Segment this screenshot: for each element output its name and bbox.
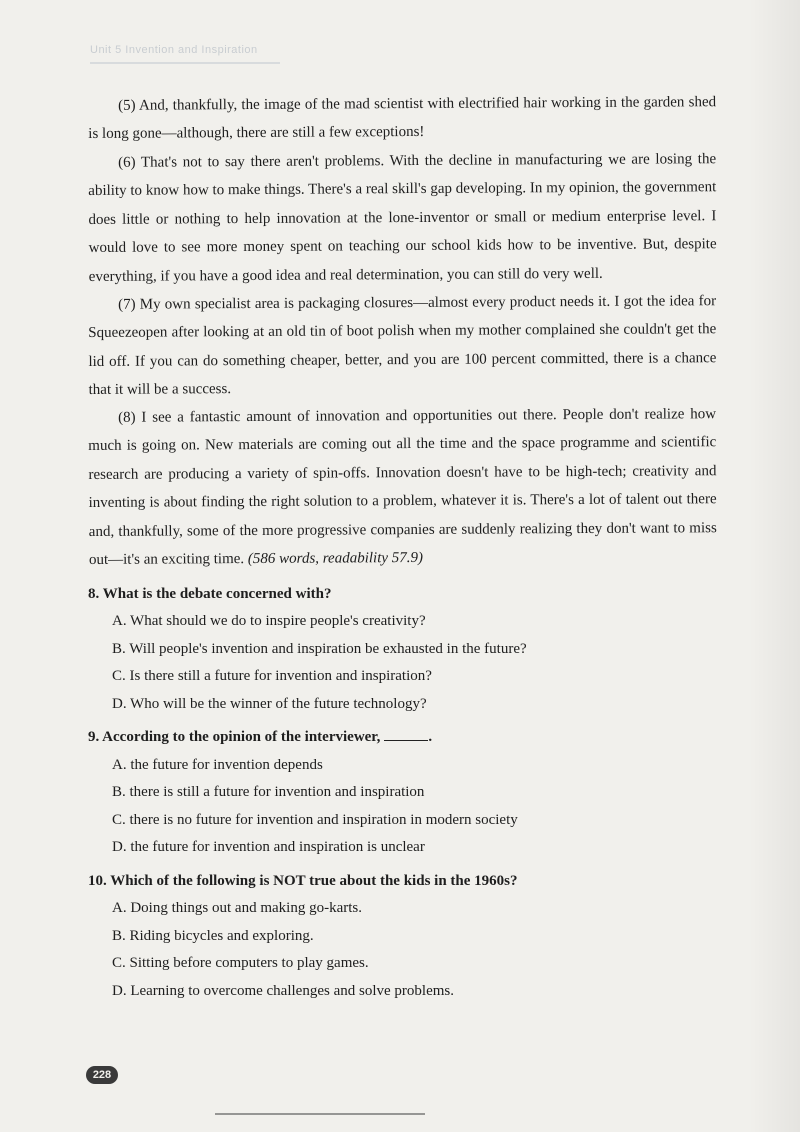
question-title: [88, 581, 716, 609]
passage-paragraph: [88, 287, 717, 404]
answer-option[interactable]: B. Will people's invention and inspiration be exhausted in the future?: [112, 640, 527, 657]
blank-punctuation: .: [428, 729, 433, 746]
answer-option[interactable]: D. Learning to overcome challenges and solve problems.: [112, 982, 454, 999]
answer-option[interactable]: B. there is still a future for invention and inspiration: [112, 784, 425, 801]
running-header: Unit 5 Invention and Inspiration: [90, 44, 258, 56]
answer-option[interactable]: C. Sitting before computers to play games.: [112, 955, 369, 972]
bottom-rule: [215, 1113, 425, 1115]
passage-paragraph: [88, 145, 717, 291]
answer-option[interactable]: C. Is there still a future for invention and inspiration?: [112, 668, 432, 685]
question-title: [88, 868, 716, 896]
answer-option[interactable]: A. What should we do to inspire people's creativity?: [112, 613, 426, 630]
passage-paragraph: [88, 88, 716, 149]
question: [88, 724, 716, 862]
answer-option[interactable]: D. the future for invention and inspiration is unclear: [112, 839, 425, 856]
question-text: 8. What is the debate concerned with?: [88, 585, 332, 602]
paragraph-text: (7) My own specialist area is packaging closures—almost every product needs it. I got the idea for Squeezeopen after looking at an old tin of boot polish when my mother complained she couldn't get the lid off. If you can do something cheaper, better, and you are 100 percent committed, there is a chance that it will be a success.: [88, 293, 717, 399]
question-text: 9. According to the opinion of the interviewer,: [88, 729, 381, 746]
question-list: [88, 581, 716, 1006]
paragraph-text: (6) That's not to say there aren't problems. With the decline in manufacturing we are losing the ability to know how to make things. There's a real skill's gap developing. In my opinion, the government does little or nothing to help innovation at the lone-inventor or small or medium enterprise level. I would love to see more money spent on teaching our school kids how to be inventive. But, despite everything, if you have a good idea and real determination, you can still do very well.: [88, 150, 717, 285]
paragraph-text: (5) And, thankfully, the image of the mad scientist with electrified hair working in the garden shed is long gone—although, there are still a few exceptions!: [88, 94, 717, 143]
page-shadow: [748, 0, 800, 1132]
answer-option[interactable]: D. Who will be the winner of the future technology?: [112, 695, 427, 712]
question: [88, 581, 716, 719]
answer-option[interactable]: B. Riding bicycles and exploring.: [112, 927, 314, 944]
question: [88, 868, 716, 1006]
passage-paragraph: [88, 401, 717, 575]
page-number: 228: [86, 1066, 118, 1084]
option-list: [88, 608, 716, 718]
header-rule: [90, 62, 280, 64]
answer-option[interactable]: A. Doing things out and making go-karts.: [112, 900, 362, 917]
question-title: [88, 724, 716, 752]
word-count-note: (586 words, readability 57.9): [247, 550, 424, 568]
question-text: 10. Which of the following is NOT true about the kids in the 1960s?: [88, 872, 518, 889]
option-list: [88, 895, 716, 1005]
paragraph-text: (8) I see a fantastic amount of innovation and opportunities out there. People don't realize how much is going on. New materials are coming out all the time and the space programme and scientific research are producing a variety of spin-offs. Innovation doesn't have to be high-tech; creativity and inventing is about finding the right solution to a problem, whatever it is. There's a lot of talent out there and, thankfully, some of the more progressive companies are suddenly realizing they don't want to miss out—it's an exciting time.: [88, 406, 717, 569]
page-content: [88, 92, 716, 1005]
reading-passage: [88, 92, 716, 575]
answer-option[interactable]: C. there is no future for invention and inspiration in modern society: [112, 811, 518, 828]
answer-option[interactable]: A. the future for invention depends: [112, 756, 323, 773]
option-list: [88, 752, 716, 862]
answer-blank[interactable]: [384, 740, 428, 741]
